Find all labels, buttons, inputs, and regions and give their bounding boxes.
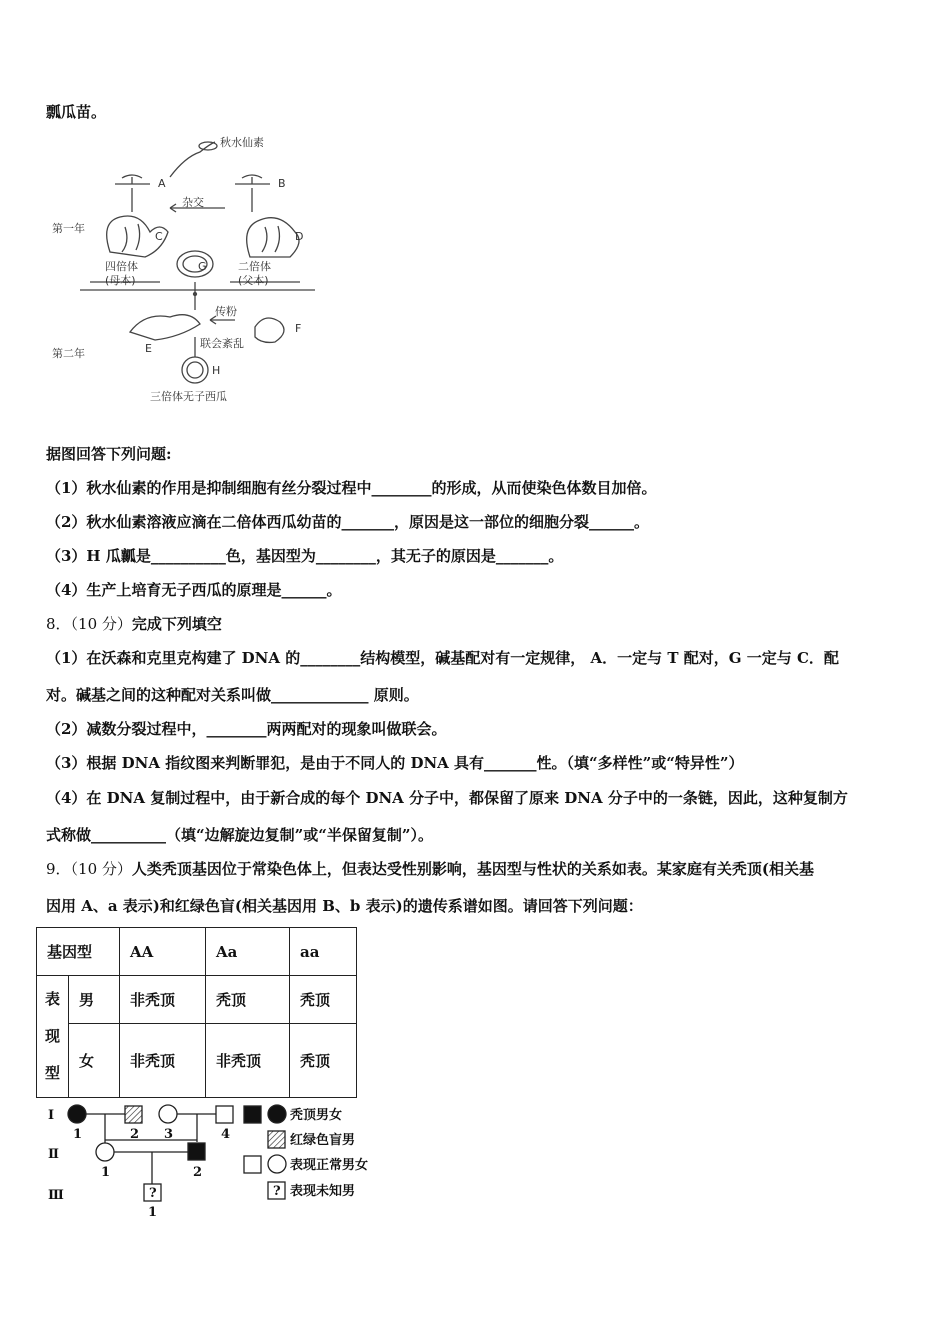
label-b: B	[278, 177, 286, 190]
table-cell: 非秃顶	[120, 1024, 206, 1098]
table-cell: 女	[69, 1024, 120, 1098]
label-pollination: 传粉	[215, 305, 237, 318]
label-synapsis: 联会紊乱	[200, 337, 244, 350]
unknown-mark: ?	[273, 1184, 281, 1199]
text-line: （2）秋水仙素溶液应滴在二倍体西瓜幼苗的_______，原因是这一部位的细胞分裂______。	[46, 513, 649, 531]
table-header: 基因型	[37, 928, 120, 976]
table-phenotype-label: 表现型	[37, 976, 69, 1098]
text-line: （1）在沃森和克里克构建了 DNA 的________结构模型，碱基配对有一定规律， A．一定与 T 配对，G 一定与 C．配	[46, 649, 839, 667]
table-cell: 秃顶	[290, 976, 357, 1024]
table-header: AA	[120, 928, 206, 976]
text-line: （3）H 瓜瓤是__________色，基因型为________，其无子的原因是_______。	[46, 547, 564, 565]
text-line: 因用 A、a 表示)和红绿色盲(相关基因用 B、b 表示)的遗传系谱如图。请回答下列问题：	[46, 897, 643, 915]
legend-bald: 秃顶男女	[290, 1108, 343, 1123]
text-line: （1）秋水仙素的作用是抑制细胞有丝分裂过程中________的形成，从而使染色体数目加倍。	[46, 479, 657, 497]
label-father: (父本)	[238, 274, 269, 287]
label-colchicine: 秋水仙素	[220, 136, 264, 149]
watermelon-breeding-diagram	[50, 132, 340, 417]
question-9-header	[46, 859, 814, 879]
table-header: aa	[290, 928, 357, 976]
label-mother: (母本)	[105, 274, 136, 287]
label-triploid: 三倍体无子西瓜	[150, 390, 227, 403]
text-line: 据图回答下列问题:	[46, 445, 172, 463]
text-line: （4）生产上培育无子西瓜的原理是______。	[46, 581, 342, 599]
genotype-phenotype-table	[36, 927, 357, 1098]
individual-number: 1	[101, 1165, 111, 1180]
text-line: 式称做__________（填“边解旋边复制”或“半保留复制”）。	[46, 826, 434, 844]
label-d: D	[295, 230, 304, 243]
label-tetraploid: 四倍体	[105, 260, 138, 273]
legend-normal: 表现正常男女	[290, 1158, 369, 1173]
table-cell: 男	[69, 976, 120, 1024]
unknown-mark: ?	[149, 1186, 157, 1201]
label-a: A	[158, 177, 166, 190]
label-diploid: 二倍体	[238, 260, 271, 273]
label-year1: 第一年	[52, 222, 85, 235]
individual-number: 3	[164, 1127, 174, 1142]
label-c: C	[155, 230, 163, 243]
text-line: （3）根据 DNA 指纹图来判断罪犯，是由于不同人的 DNA 具有_______性。（填“多样性”或“特异性”）	[46, 754, 744, 772]
label-cross: 杂交	[182, 196, 204, 209]
table-cell: 非秃顶	[206, 1024, 290, 1098]
question-8-header	[46, 614, 222, 634]
text-line: 瓢瓜苗。	[46, 103, 107, 121]
question-8-title: 完成下列填空	[131, 615, 222, 633]
text-line: 对。碱基之间的这种配对关系叫做_____________ 原则。	[46, 686, 419, 704]
table-cell: 非秃顶	[120, 976, 206, 1024]
individual-number: 2	[130, 1127, 140, 1142]
generation-2-label: Ⅱ	[48, 1147, 59, 1162]
label-g: G	[198, 260, 207, 273]
generation-3-label: Ⅲ	[48, 1188, 64, 1203]
individual-number: 1	[148, 1205, 158, 1220]
label-f: F	[295, 322, 302, 335]
pedigree-chart	[40, 1098, 400, 1220]
table-cell: 秃顶	[206, 976, 290, 1024]
label-e: E	[145, 342, 152, 355]
generation-1-label: Ⅰ	[48, 1108, 55, 1123]
individual-number: 1	[73, 1127, 83, 1142]
individual-number: 4	[221, 1127, 231, 1142]
legend-unknown: 表现未知男	[290, 1184, 356, 1199]
question-8-number: 8．（10 分）	[46, 615, 132, 633]
text-line: （2）减数分裂过程中，________两两配对的现象叫做联会。	[46, 720, 447, 738]
question-9-text: 人类秃顶基因位于常染色体上，但表达受性别影响，基因型与性状的关系如表。某家庭有关秃顶(相关基	[131, 860, 815, 878]
individual-number: 2	[193, 1165, 203, 1180]
table-header: Aa	[206, 928, 290, 976]
question-9-number: 9．（10 分）	[46, 860, 132, 878]
legend-colorblind: 红绿色盲男	[290, 1133, 356, 1148]
label-h: H	[212, 364, 221, 377]
text-line: （4）在 DNA 复制过程中，由于新合成的每个 DNA 分子中，都保留了原来 DNA 分子中的一条链，因此，这种复制方	[46, 789, 848, 807]
label-year2: 第二年	[52, 347, 85, 360]
table-cell: 秃顶	[290, 1024, 357, 1098]
